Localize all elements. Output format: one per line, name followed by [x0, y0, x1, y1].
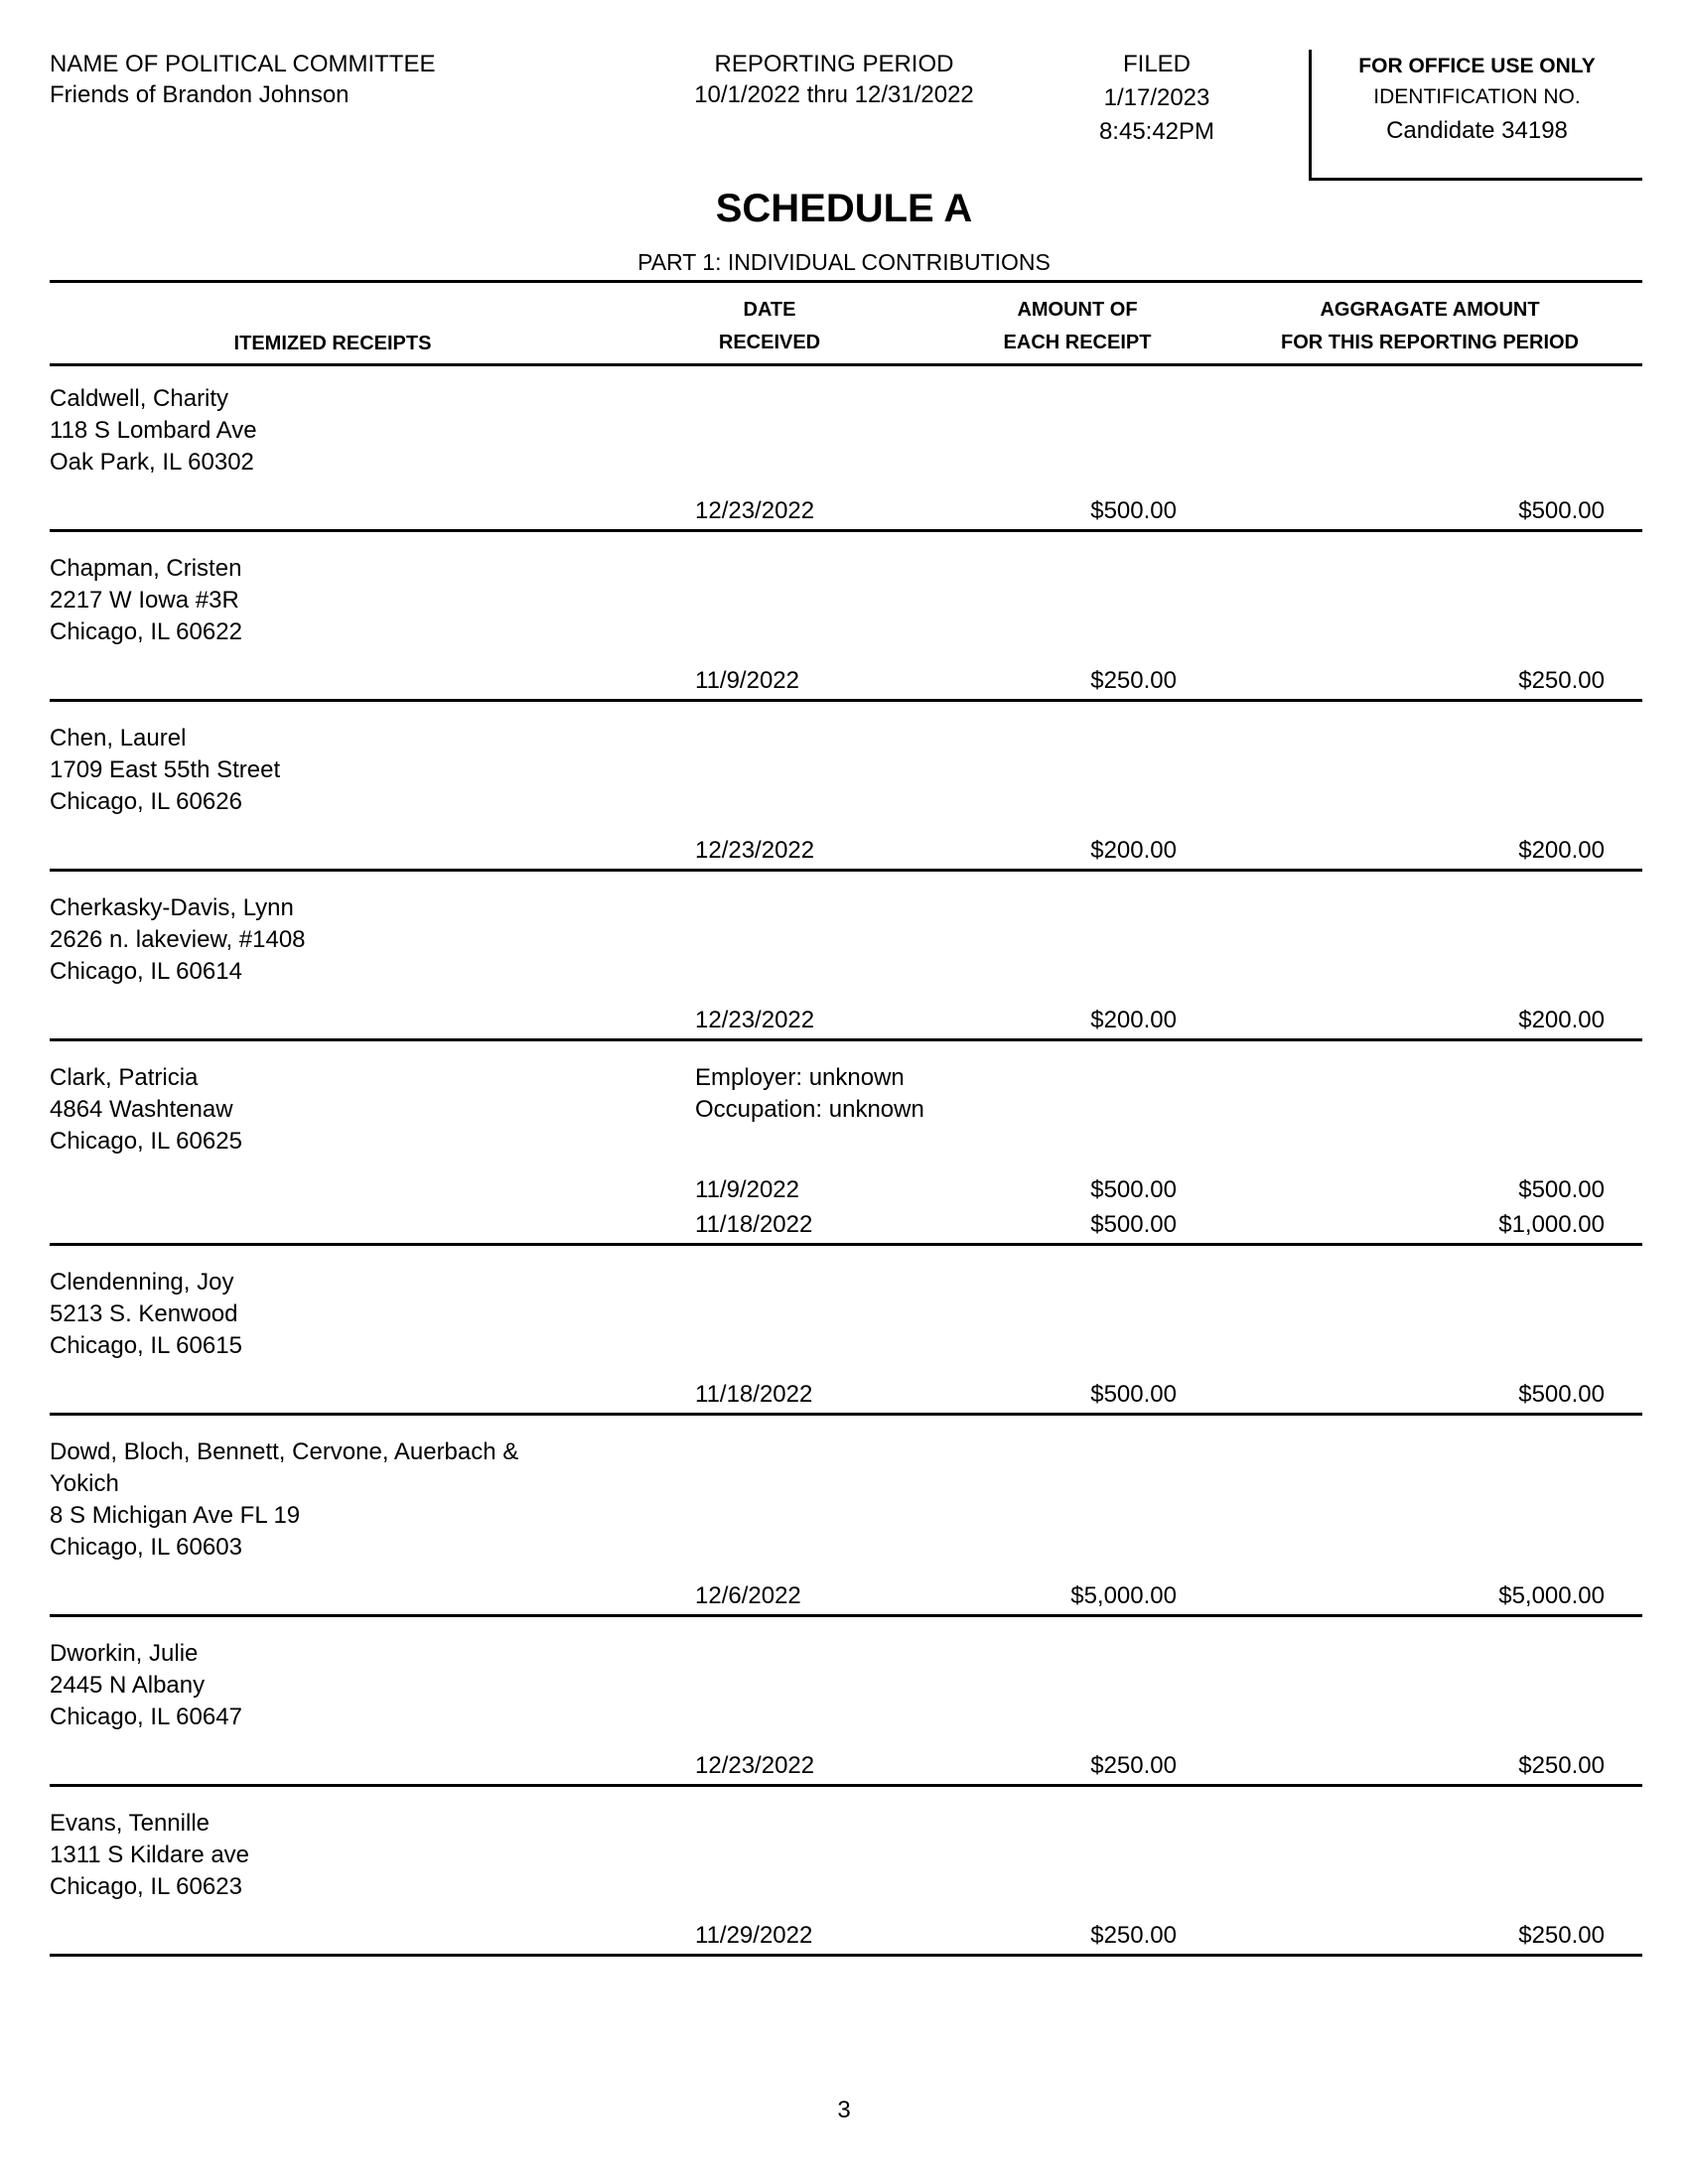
col-aggregate-amount — [1231, 294, 1628, 359]
contributor-block — [50, 1267, 645, 1362]
receipt-date: 12/23/2022 — [695, 1752, 815, 1779]
receipt-aggregate: $500.00 — [1518, 497, 1605, 524]
contributor-address: 4864 Washtenaw — [50, 1096, 233, 1123]
contributor-name: Chapman, Cristen — [50, 555, 242, 582]
receipt-amount: $500.00 — [1090, 497, 1177, 524]
committee-label: NAME OF POLITICAL COMMITTEE — [50, 51, 436, 77]
reporting-period-label: REPORTING PERIOD — [714, 51, 954, 77]
receipt-aggregate: $5,000.00 — [1498, 1582, 1605, 1609]
contributor-address: 118 S Lombard Ave — [50, 417, 257, 444]
entry-divider — [50, 869, 1642, 872]
committee-block — [50, 48, 435, 112]
contributor-city: Chicago, IL 60622 — [50, 618, 242, 645]
col-aggregate-line2: FOR THIS REPORTING PERIOD — [1280, 332, 1580, 353]
contributor-name-cont: Yokich — [50, 1470, 119, 1497]
entry-divider — [50, 1243, 1642, 1246]
contributor-block — [50, 723, 645, 818]
contributor-address: 2445 N Albany — [50, 1672, 206, 1699]
receipt-date: 12/23/2022 — [695, 1007, 815, 1033]
receipt-aggregate: $200.00 — [1518, 1007, 1605, 1033]
col-date-line2: RECEIVED — [718, 332, 821, 353]
col-date-received — [626, 294, 914, 359]
entry-divider — [50, 699, 1642, 702]
receipt-amount: $200.00 — [1090, 837, 1177, 864]
col-itemized-receipts: ITEMIZED RECEIPTS — [233, 333, 432, 354]
filed-date: 1/17/2023 — [1103, 84, 1210, 111]
contributor-name: Clendenning, Joy — [50, 1269, 234, 1296]
identification-label: IDENTIFICATION NO. — [1373, 85, 1581, 108]
entry-divider — [50, 529, 1642, 532]
receipt-date: 11/29/2022 — [695, 1922, 813, 1949]
receipt-date: 12/23/2022 — [695, 497, 815, 524]
page-number: 3 — [837, 2097, 851, 2123]
header-top-rule — [50, 280, 1642, 283]
receipt-aggregate: $1,000.00 — [1498, 1211, 1605, 1238]
contributor-name: Dowd, Bloch, Bennett, Cervone, Auerbach & — [50, 1438, 519, 1465]
reporting-period-value: 10/1/2022 thru 12/31/2022 — [694, 81, 974, 108]
entry-divider — [50, 1413, 1642, 1416]
receipt-date: 11/18/2022 — [695, 1381, 813, 1408]
contributor-block — [50, 892, 645, 988]
contributor-address: 1311 S Kildare ave — [50, 1842, 250, 1868]
contributor-city: Chicago, IL 60625 — [50, 1128, 242, 1155]
receipt-aggregate: $250.00 — [1518, 1922, 1605, 1949]
contributor-city: Oak Park, IL 60302 — [50, 449, 254, 476]
filed-label: FILED — [1122, 51, 1191, 77]
receipt-amount: $250.00 — [1090, 1752, 1177, 1779]
receipt-aggregate: $500.00 — [1518, 1176, 1605, 1203]
entry-divider — [50, 1954, 1642, 1957]
contributor-address: 2626 n. lakeview, #1408 — [50, 926, 306, 953]
contributor-name: Clark, Patricia — [50, 1064, 199, 1091]
office-use-label: FOR OFFICE USE ONLY — [1358, 55, 1596, 77]
receipt-aggregate: $500.00 — [1518, 1381, 1605, 1408]
receipt-amount: $500.00 — [1090, 1211, 1177, 1238]
schedule-subtitle: PART 1: INDIVIDUAL CONTRIBUTIONS — [637, 249, 1051, 275]
contributor-city: Chicago, IL 60647 — [50, 1704, 242, 1730]
receipt-amount: $500.00 — [1090, 1176, 1177, 1203]
contributor-city: Chicago, IL 60623 — [50, 1873, 242, 1900]
col-amount-line2: EACH RECEIPT — [1003, 332, 1152, 353]
identification-value: Candidate 34198 — [1386, 117, 1568, 144]
contributor-name: Cherkasky-Davis, Lynn — [50, 894, 294, 921]
contributor-name: Caldwell, Charity — [50, 385, 229, 412]
contributor-city: Chicago, IL 60614 — [50, 958, 242, 985]
receipt-date: 12/23/2022 — [695, 837, 815, 864]
contributor-block — [50, 1436, 645, 1564]
col-amount-line1: AMOUNT OF — [1017, 299, 1138, 321]
contributor-address: 1709 East 55th Street — [50, 756, 281, 783]
office-use-box — [1309, 50, 1642, 181]
receipt-date: 11/18/2022 — [695, 1211, 813, 1238]
contributor-name: Chen, Laurel — [50, 725, 187, 751]
contributor-city: Chicago, IL 60626 — [50, 788, 242, 815]
contributor-block — [50, 1062, 645, 1158]
entry-divider — [50, 1784, 1642, 1787]
contributor-block — [50, 1808, 645, 1903]
col-amount-each-receipt — [928, 294, 1226, 359]
occupation-text: Occupation: unknown — [695, 1096, 924, 1123]
receipt-amount: $500.00 — [1090, 1381, 1177, 1408]
employer-block — [695, 1062, 924, 1126]
receipt-date: 11/9/2022 — [695, 667, 799, 694]
filed-block — [1053, 48, 1261, 149]
contributor-city: Chicago, IL 60615 — [50, 1332, 242, 1359]
contributor-name: Evans, Tennille — [50, 1810, 210, 1837]
receipt-amount: $250.00 — [1090, 1922, 1177, 1949]
header-bottom-rule — [50, 363, 1642, 366]
contributor-address: 5213 S. Kenwood — [50, 1300, 238, 1327]
receipt-date: 11/9/2022 — [695, 1176, 799, 1203]
reporting-period-block — [655, 48, 1013, 112]
receipt-amount: $5,000.00 — [1070, 1582, 1177, 1609]
receipt-aggregate: $250.00 — [1518, 667, 1605, 694]
contributor-city: Chicago, IL 60603 — [50, 1534, 242, 1561]
entry-divider — [50, 1038, 1642, 1041]
receipt-aggregate: $200.00 — [1518, 837, 1605, 864]
col-date-line1: DATE — [743, 299, 796, 321]
contributor-address: 2217 W Iowa #3R — [50, 587, 239, 614]
contributor-address: 8 S Michigan Ave FL 19 — [50, 1502, 301, 1529]
receipt-amount: $200.00 — [1090, 1007, 1177, 1033]
contributor-name: Dworkin, Julie — [50, 1640, 199, 1667]
receipt-aggregate: $250.00 — [1518, 1752, 1605, 1779]
receipt-date: 12/6/2022 — [695, 1582, 801, 1609]
receipt-amount: $250.00 — [1090, 667, 1177, 694]
entry-divider — [50, 1614, 1642, 1617]
col-aggregate-line1: AGGRAGATE AMOUNT — [1320, 299, 1540, 321]
schedule-title: SCHEDULE A — [715, 187, 973, 230]
contributor-block — [50, 553, 645, 648]
employer-text: Employer: unknown — [695, 1064, 905, 1091]
filed-time: 8:45:42PM — [1098, 118, 1215, 145]
contributor-block — [50, 1638, 645, 1733]
contributor-block — [50, 383, 645, 478]
committee-name: Friends of Brandon Johnson — [50, 81, 350, 108]
